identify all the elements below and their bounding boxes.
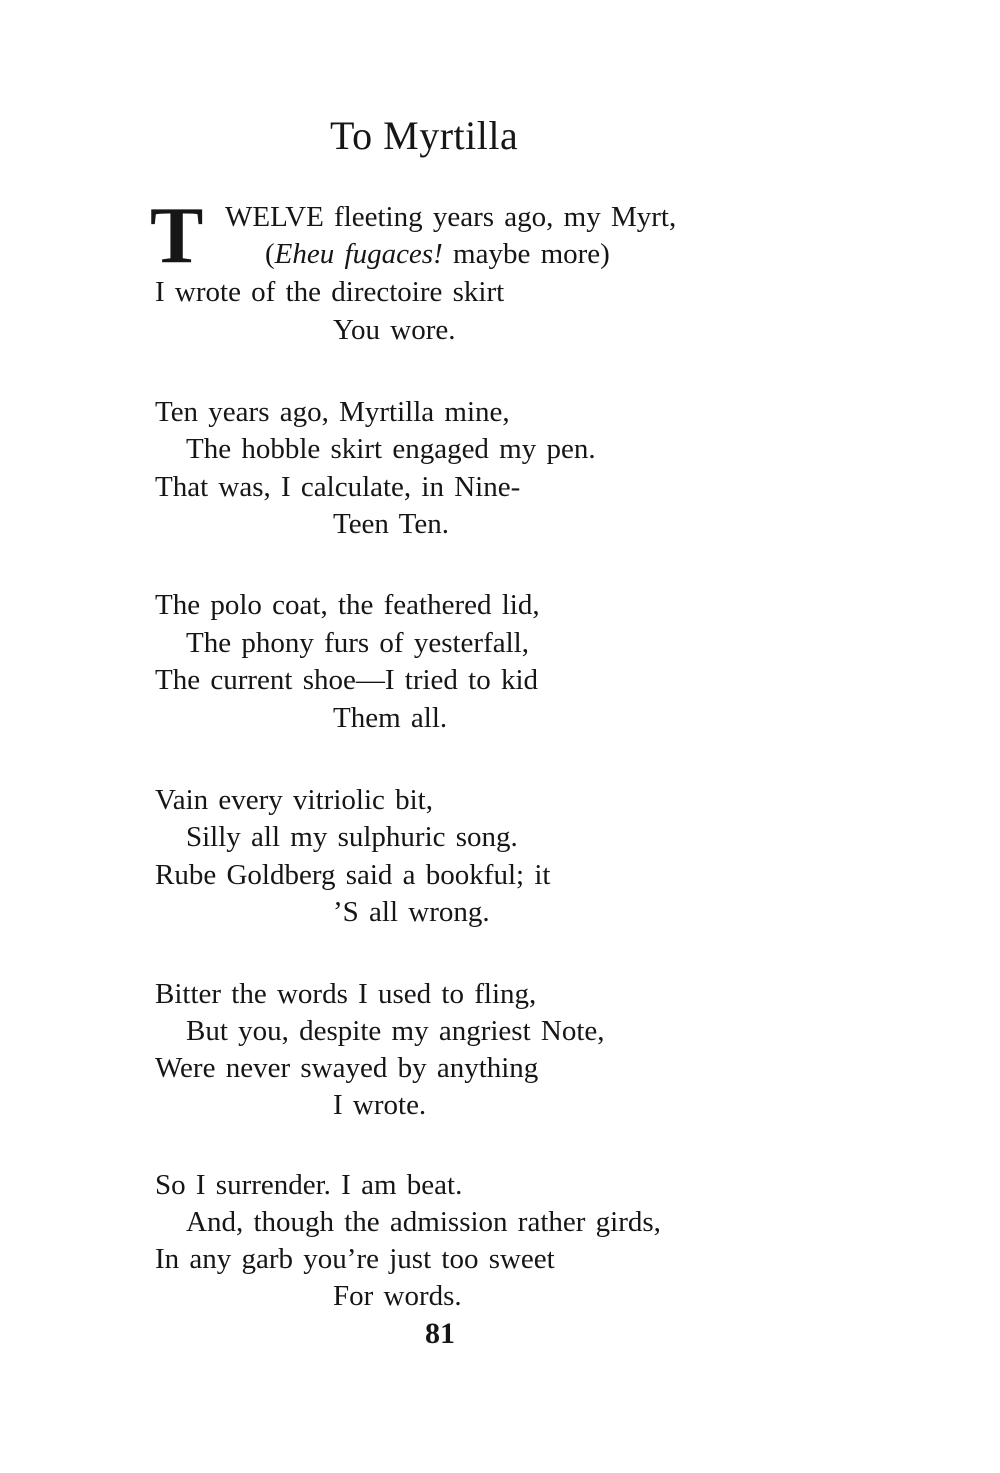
drop-cap: T: [150, 192, 204, 280]
verse-line: You wore.: [333, 314, 456, 346]
verse-line: The current shoe—I tried to kid: [155, 664, 539, 696]
verse-line: The polo coat, the feathered lid,: [155, 589, 540, 621]
verse-line: For words.: [333, 1280, 462, 1312]
verse-line: Bitter the words I used to fling,: [155, 978, 537, 1010]
verse-line: In any garb you’re just too sweet: [155, 1243, 555, 1275]
verse-line: Rube Goldberg said a bookful; it: [155, 859, 551, 891]
verse-line: Silly all my sulphuric song.: [186, 821, 518, 853]
verse-line: And, though the admission rather girds,: [186, 1206, 661, 1238]
verse-line: So I surrender. I am beat.: [155, 1169, 463, 1201]
verse-line: Them all.: [333, 702, 448, 734]
verse-line: Ten years ago, Myrtilla mine,: [155, 396, 510, 428]
verse-line: I wrote.: [333, 1089, 427, 1121]
verse-line: The phony furs of yesterfall,: [186, 627, 529, 659]
verse-line-rest: maybe more): [442, 238, 610, 270]
verse-line: I wrote of the directoire skirt: [155, 276, 505, 308]
verse-line: WELVE fleeting years ago, my Myrt,: [225, 201, 677, 233]
verse-line: [265, 236, 610, 272]
page-number: 81: [425, 1317, 455, 1350]
paren-open: (: [265, 238, 275, 270]
verse-line: That was, I calculate, in Nine-: [155, 471, 521, 503]
verse-line: The hobble skirt engaged my pen.: [186, 433, 596, 465]
latin-phrase: Eheu fugaces!: [274, 238, 443, 270]
poem-title: To Myrtilla: [330, 113, 519, 158]
verse-line: Vain every vitriolic bit,: [155, 784, 433, 816]
verse-line: Were never swayed by anything: [155, 1052, 539, 1084]
verse-line: ’S all wrong.: [333, 896, 490, 928]
verse-line: Teen Ten.: [333, 508, 449, 540]
verse-line: But you, despite my angriest Note,: [186, 1015, 605, 1047]
